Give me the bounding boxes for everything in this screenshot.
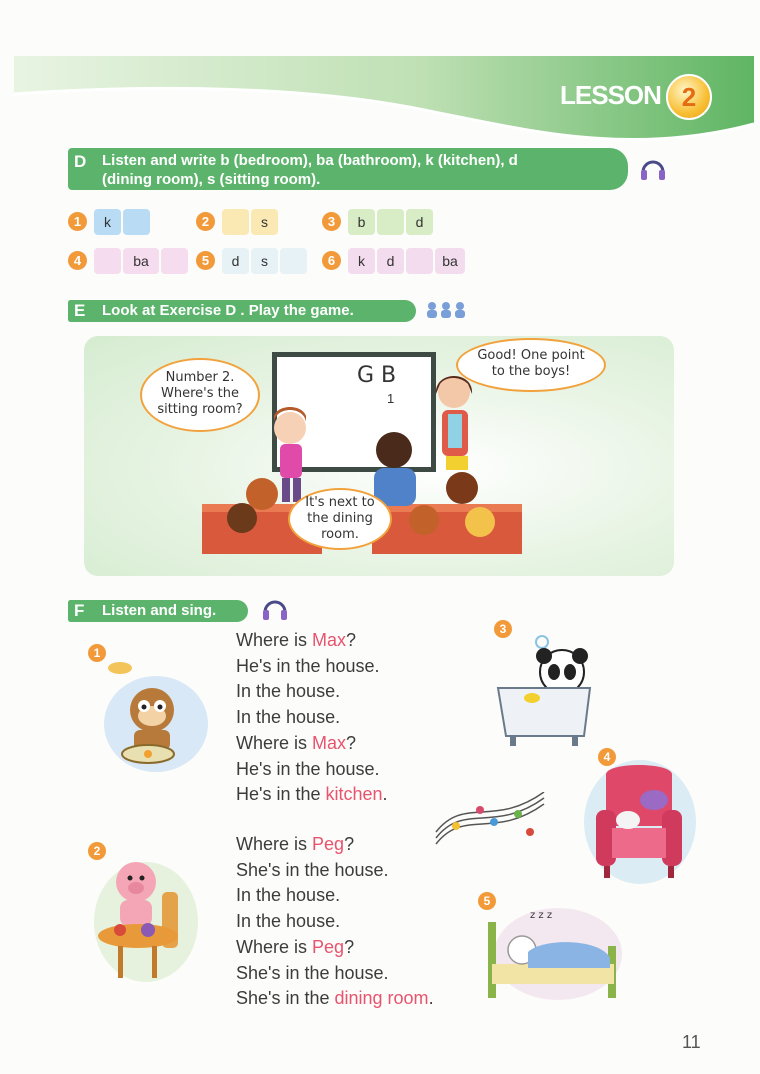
lyric-text: ? xyxy=(344,936,355,957)
bubble-line: Where's the xyxy=(161,386,239,401)
lesson-label: LESSON xyxy=(560,80,661,110)
song-line xyxy=(236,935,434,961)
item-number: 6 xyxy=(322,251,341,270)
exercise-item-2 xyxy=(196,209,286,235)
answer-box[interactable] xyxy=(280,248,307,274)
song-line xyxy=(236,909,434,935)
answer-box[interactable]: b xyxy=(348,209,375,235)
song-line xyxy=(236,782,388,808)
lyric-text: In the house. xyxy=(236,911,341,932)
item-number: 2 xyxy=(196,212,215,231)
exercise-item-6 xyxy=(322,248,462,274)
pig-dining-illustration xyxy=(90,852,202,986)
song-line xyxy=(236,858,434,884)
item-number: 5 xyxy=(196,251,215,270)
answer-box[interactable]: k xyxy=(348,248,375,274)
answer-box[interactable]: ba xyxy=(123,248,159,274)
picture-number: 5 xyxy=(478,892,496,910)
answer-box[interactable]: k xyxy=(94,209,121,235)
monkey-kitchen-illustration xyxy=(96,650,208,774)
answer-box[interactable]: d xyxy=(222,248,249,274)
answer-box[interactable] xyxy=(161,248,188,274)
lesson-number-badge: 2 xyxy=(666,74,712,120)
answer-box[interactable]: s xyxy=(251,209,278,235)
lyric-text: Where is xyxy=(236,630,313,650)
headphones-icon[interactable] xyxy=(260,594,290,624)
picture-number: 4 xyxy=(598,748,616,766)
section-letter: F xyxy=(74,601,85,620)
bubble-line: Number 2. xyxy=(165,370,235,385)
section-d-instruction-bar xyxy=(68,148,628,190)
lyric-text: She's in the house. xyxy=(236,859,389,880)
section-letter: E xyxy=(74,301,86,320)
song-line xyxy=(236,679,388,705)
picture-number: 3 xyxy=(494,620,512,638)
song-line xyxy=(236,832,434,858)
board-point: 1 xyxy=(387,391,395,406)
armchair-cat-illustration xyxy=(582,756,698,886)
lyric-text: ? xyxy=(346,630,357,650)
exercise-item-1 xyxy=(68,209,158,235)
lyric-text: . xyxy=(428,988,434,1009)
answer-box[interactable] xyxy=(94,248,121,274)
song-verse-2 xyxy=(236,832,434,1012)
lyric-text: ? xyxy=(346,732,357,753)
item-number: 3 xyxy=(322,212,341,231)
song-line xyxy=(236,628,388,654)
lyric-highlight: Peg xyxy=(312,834,345,854)
lyric-text: ? xyxy=(344,834,355,854)
exercise-item-3 xyxy=(322,209,442,235)
item-number: 4 xyxy=(68,251,87,270)
lyric-text: Where is xyxy=(236,936,313,957)
bedroom-sleeping-illustration xyxy=(482,902,622,1002)
song-line xyxy=(236,705,388,731)
lyric-highlight: kitchen xyxy=(325,784,383,805)
board-score: G B xyxy=(357,363,397,388)
section-d-instruction: Listen and write b (bedroom), ba (bathroom), k (kitchen), d xyxy=(102,152,518,169)
bubble-line: It's next to xyxy=(305,495,375,510)
lyric-highlight: dining room xyxy=(334,988,429,1009)
song-verse-1 xyxy=(236,628,388,808)
answer-box[interactable] xyxy=(222,209,249,235)
song-line xyxy=(236,731,388,757)
section-f-instruction: Listen and sing. xyxy=(102,602,217,619)
answer-box[interactable]: d xyxy=(406,209,433,235)
lyric-text: . xyxy=(382,784,388,805)
bubble-line: Good! One point xyxy=(477,348,585,363)
picture-number: 2 xyxy=(88,842,106,860)
group-work-icon xyxy=(424,300,468,320)
answer-box[interactable]: ba xyxy=(435,248,465,274)
lyric-text: Where is xyxy=(236,732,313,753)
song-line xyxy=(236,757,388,783)
exercise-item-5 xyxy=(196,248,316,274)
lyric-text: He's in the house. xyxy=(236,655,380,676)
answer-box[interactable]: s xyxy=(251,248,278,274)
answer-box[interactable] xyxy=(406,248,433,274)
answer-box[interactable] xyxy=(377,209,404,235)
section-d-instruction-cont: (dining room), s (sitting room). xyxy=(102,171,321,188)
speech-bubble-teacher xyxy=(456,338,606,392)
lyric-text: She's in the xyxy=(236,988,335,1009)
section-letter: D xyxy=(74,152,87,171)
song-line xyxy=(236,986,434,1012)
lyric-text: Where is xyxy=(236,834,313,854)
headphones-icon[interactable] xyxy=(638,154,668,184)
speech-bubble-girl xyxy=(140,358,260,432)
speech-bubble-boy xyxy=(288,488,392,550)
page-number: 11 xyxy=(682,1032,701,1052)
picture-number: 1 xyxy=(88,644,106,662)
lyric-highlight: Max xyxy=(312,732,347,753)
lyric-text: In the house. xyxy=(236,707,341,728)
exercise-item-4 xyxy=(68,248,188,274)
section-e-instruction-bar xyxy=(68,300,416,322)
svg-text:z z z: z z z xyxy=(530,910,553,921)
item-number: 1 xyxy=(68,212,87,231)
lyric-text: In the house. xyxy=(236,681,341,702)
lyric-highlight: Peg xyxy=(312,936,345,957)
answer-box[interactable] xyxy=(123,209,150,235)
song-line xyxy=(236,961,434,987)
lyric-text: In the house. xyxy=(236,885,341,906)
lyric-highlight: Max xyxy=(312,630,347,650)
bubble-line: to the boys! xyxy=(491,364,571,379)
panda-bathroom-illustration xyxy=(492,628,596,752)
section-f-instruction-bar xyxy=(68,600,248,622)
song-line xyxy=(236,654,388,680)
lyric-text: She's in the house. xyxy=(236,962,389,983)
song-line xyxy=(236,883,434,909)
bubble-line: sitting room? xyxy=(157,402,243,417)
section-e-instruction: Look at Exercise D . Play the game. xyxy=(102,302,354,319)
music-notes-illustration xyxy=(434,792,546,846)
lyric-text: He's in the xyxy=(236,784,326,805)
answer-box[interactable]: d xyxy=(377,248,404,274)
bubble-line: the dining xyxy=(307,511,373,526)
lyric-text: He's in the house. xyxy=(236,758,380,779)
bubble-line: room. xyxy=(321,527,359,542)
